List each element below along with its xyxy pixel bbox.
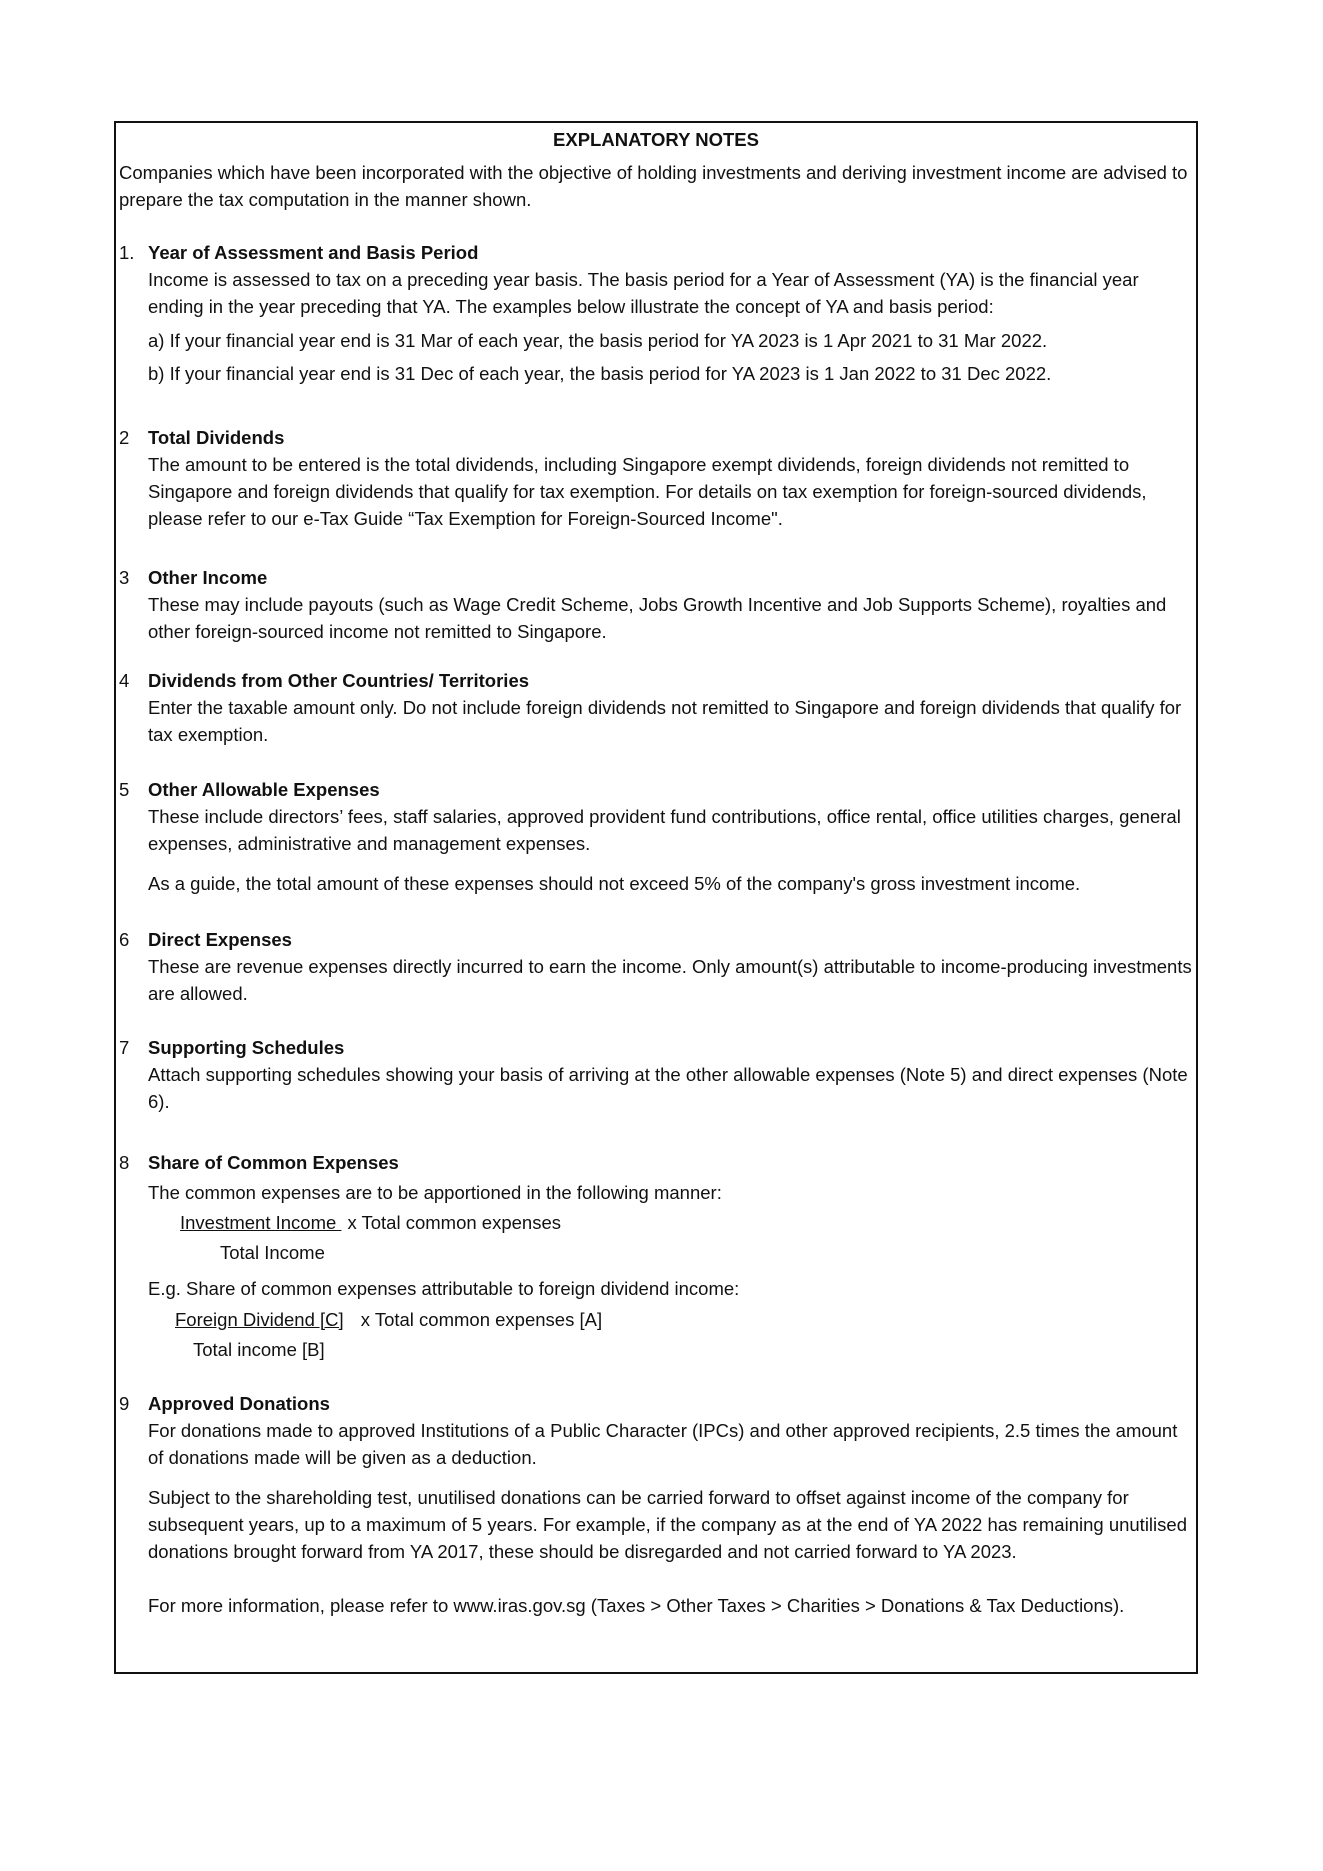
intro-text: Companies which have been incorporated with the objective of holding investments and deriving investment income are advised to prepare the tax computation in the manner shown.	[119, 162, 1188, 210]
note-number: 9	[119, 1393, 130, 1414]
formula-numerator: Foreign Dividend [C]	[175, 1309, 344, 1330]
formula-multiplier: x Total common expenses [A]	[360, 1309, 603, 1330]
note-heading: Supporting Schedules	[148, 1037, 345, 1058]
note-6	[116, 926, 1196, 1007]
note-number: 7	[119, 1037, 130, 1058]
note-number: 6	[119, 929, 130, 950]
note-paragraph: Subject to the shareholding test, unutilised donations can be carried forward to offset against income of the company for subsequent years, up to a maximum of 5 years. For example, if the company as at the end of YA 2022 has remaining unutilised donations brought forward from YA 2017, these should be disregarded and not carried forward to YA 2023.	[148, 1487, 1187, 1562]
note-number: 5	[119, 779, 130, 800]
note-paragraph: For more information, please refer to www.iras.gov.sg (Taxes > Other Taxes > Charities > Donations & Tax Deductions).	[148, 1595, 1125, 1616]
formula-general	[148, 1209, 1196, 1269]
note-paragraph: For donations made to approved Institutions of a Public Character (IPCs) and other approved recipients, 2.5 times the amount of donations made will be given as a deduction.	[148, 1420, 1178, 1468]
note-paragraph: Attach supporting schedules showing your basis of arriving at the other allowable expenses (Note 5) and direct expenses (Note 6).	[148, 1064, 1188, 1112]
note-example-b: b) If your financial year end is 31 Dec of each year, the basis period for YA 2023 is 1 Jan 2022 to 31 Dec 2022.	[148, 363, 1052, 384]
note-heading: Year of Assessment and Basis Period	[148, 242, 479, 263]
note-heading: Other Income	[148, 567, 268, 588]
note-heading: Share of Common Expenses	[148, 1152, 399, 1173]
note-number: 3	[119, 567, 130, 588]
note-paragraph: As a guide, the total amount of these expenses should not exceed 5% of the company's gross investment income.	[148, 873, 1081, 894]
note-paragraph: The common expenses are to be apportioned in the following manner:	[148, 1182, 722, 1203]
note-heading: Dividends from Other Countries/ Territories	[148, 670, 530, 691]
note-paragraph: Income is assessed to tax on a preceding year basis. The basis period for a Year of Assessment (YA) is the financial year ending in the year preceding that YA. The examples below illustrate the concept of YA and basis period:	[148, 269, 1139, 317]
note-paragraph: These may include payouts (such as Wage Credit Scheme, Jobs Growth Incentive and Job Supports Scheme), royalties and other foreign-sourced income not remitted to Singapore.	[148, 594, 1167, 642]
formula-numerator: Investment Income	[180, 1212, 342, 1233]
note-number: 4	[119, 670, 130, 691]
formula-denominator: Total Income	[220, 1242, 325, 1263]
note-heading: Direct Expenses	[148, 929, 292, 950]
note-3	[116, 564, 1196, 645]
note-heading: Approved Donations	[148, 1393, 330, 1414]
note-2	[116, 424, 1196, 532]
note-number: 1.	[119, 242, 135, 263]
note-5	[116, 776, 1196, 897]
note-1	[116, 239, 1196, 387]
note-heading: Total Dividends	[148, 427, 285, 448]
note-paragraph: E.g. Share of common expenses attributable to foreign dividend income:	[148, 1278, 740, 1299]
note-7	[116, 1034, 1196, 1115]
note-heading: Other Allowable Expenses	[148, 779, 380, 800]
note-paragraph: These include directors’ fees, staff salaries, approved provident fund contributions, office rental, office utilities charges, general expenses, administrative and management expenses.	[148, 806, 1181, 854]
note-8	[116, 1149, 1196, 1366]
page-title: EXPLANATORY NOTES	[553, 129, 759, 150]
note-number: 2	[119, 427, 130, 448]
note-paragraph: These are revenue expenses directly incurred to earn the income. Only amount(s) attributable to income-producing investments are allowed.	[148, 956, 1192, 1004]
formula-multiplier: x Total common expenses	[347, 1212, 561, 1233]
notes-frame	[114, 121, 1198, 1674]
note-paragraph: Enter the taxable amount only. Do not include foreign dividends not remitted to Singapore and foreign dividends that qualify for tax exemption.	[148, 697, 1182, 745]
note-9	[116, 1390, 1196, 1619]
note-4	[116, 667, 1196, 748]
note-number: 8	[119, 1152, 130, 1173]
note-example-a: a) If your financial year end is 31 Mar of each year, the basis period for YA 2023 is 1 Apr 2021 to 31 Mar 2022.	[148, 330, 1048, 351]
note-paragraph: The amount to be entered is the total dividends, including Singapore exempt dividends, foreign dividends not remitted to Singapore and foreign dividends that qualify for tax exemption. For details on tax exemption for foreign-sourced dividends, please refer to our e-Tax Guide “Tax Exemption for Foreign-Sourced Income".	[148, 454, 1147, 529]
formula-denominator: Total income [B]	[193, 1339, 325, 1360]
formula-example	[148, 1306, 1196, 1366]
